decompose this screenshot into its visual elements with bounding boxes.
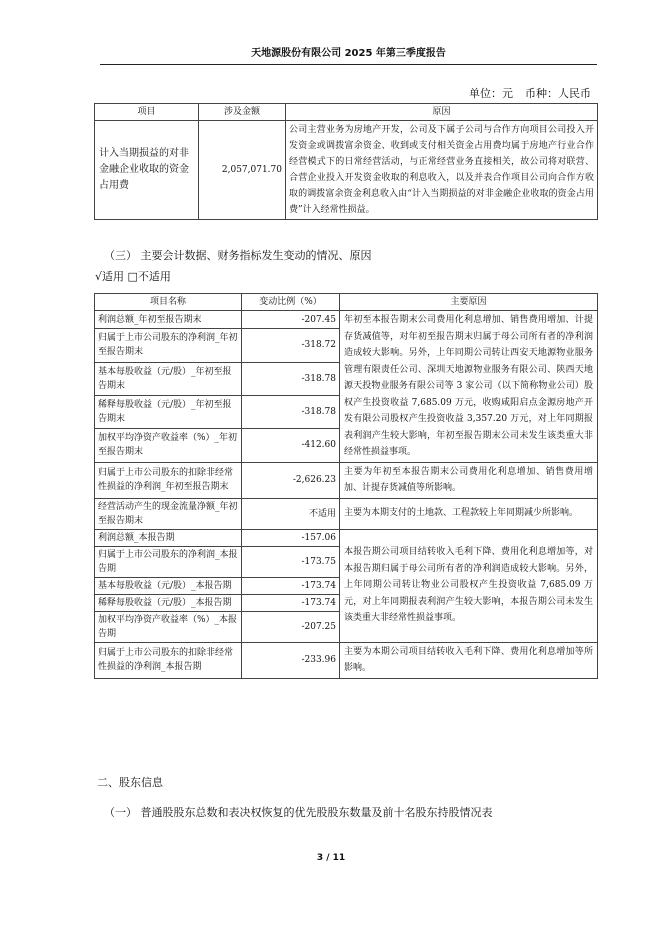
row-name: 加权平均净资产收益率（%）_本报告期	[95, 611, 242, 642]
row-pct: -173.74	[242, 594, 340, 611]
row-cause: 主要为本期支付的土地款、工程款较上年同期减少所影响。	[340, 498, 598, 529]
table-row	[95, 121, 598, 220]
row-name: 经营活动产生的现金流量净额_年初至报告期末	[95, 498, 242, 529]
row-cause: 年初至本报告期末公司费用化利息增加、销售费用增加、计提存货减值等，对年初至报告期末归属于母公司所有者的净利润造成较大影响。另外，上年同期公司转让西安天地源物业服务管理有限责任公司、深圳天地源物业服务有限公司、陕西天地源天投物业服务有限公司等 3 家公司（以下简称物业公司）股权产生投资收益 7,685.09 万元，收购咸阳启点金源房地产开发有限公司股权产生投资收益 3,357.20 万元，对上年同期报表利润产生较大影响，年初至报告期末公司未发生该类重大非经常性损益事项。	[340, 311, 598, 463]
row-name: 利润总额_年初至报告期末	[95, 311, 242, 329]
col-header-item: 项目	[95, 104, 199, 121]
row-name: 稀释每股收益（元/股）_年初至报告期末	[95, 395, 242, 428]
table-header-row	[95, 104, 598, 121]
col-header-amount: 涉及金额	[199, 104, 286, 121]
section-title: 二、股东信息	[97, 776, 163, 789]
col-header-reason: 原因	[286, 104, 598, 121]
non-recurring-items-table	[94, 103, 598, 220]
row-amount: 2,057,071.70	[199, 121, 286, 220]
row-cause: 主要为年初至本报告期末公司费用化利息增加、销售费用增加、计提存货减值等所影响。	[340, 462, 598, 498]
row-pct: -412.60	[242, 429, 340, 462]
row-name: 基本每股收益（元/股）_本报告期	[95, 577, 242, 594]
row-pct: 不适用	[242, 498, 340, 529]
row-name: 稀释每股收益（元/股）_本报告期	[95, 594, 242, 611]
col-header-pct: 变动比例（%）	[242, 294, 340, 311]
row-cause: 本报告期公司项目结转收入毛利下降、费用化利息增加等，对本报告期归属于母公司所有者的净利润造成较大影响。另外，上年同期公司转让物业公司股权产生投资收益 7,685.09 万元，对上年同期报表利润产生较大影响，本报告期公司未发生该类重大非经常性损益事项。	[340, 529, 598, 642]
row-name: 基本每股收益（元/股）_年初至报告期末	[95, 362, 242, 395]
row-pct: -207.45	[242, 311, 340, 329]
row-pct: -173.75	[242, 546, 340, 577]
row-name: 归属于上市公司股东的扣除非经常性损益的净利润_年初至报告期末	[95, 462, 242, 498]
row-name: 归属于上市公司股东的净利润_年初至报告期末	[95, 329, 242, 362]
table-row	[95, 498, 598, 529]
table-row	[95, 462, 598, 498]
applicable-indicator: √适用 □不适用	[95, 270, 171, 283]
page-number: 3 / 11	[316, 853, 346, 863]
row-name: 加权平均净资产收益率（%）_年初至报告期末	[95, 429, 242, 462]
row-name: 利润总额_本报告期	[95, 529, 242, 546]
row-pct: -318.72	[242, 329, 340, 362]
table-row	[95, 529, 598, 546]
unit-label: 单位：元	[469, 87, 513, 100]
row-item: 计入当期损益的对非金融企业收取的资金占用费	[95, 121, 199, 220]
page-header	[100, 47, 597, 65]
currency-label: 币种：人民币	[525, 87, 591, 100]
table-row	[95, 311, 598, 329]
subsection-title: （一） 普通股股东总数和表决权恢复的优先股股东数量及前十名股东持股情况表	[104, 806, 493, 819]
header-title: 天地源股份有限公司 2025 年第三季度报告	[251, 48, 446, 59]
row-name: 归属于上市公司股东的扣除非经常性损益的净利润_本报告期	[95, 642, 242, 678]
row-reason: 公司主营业务为房地产开发，公司及下属子公司与合作方向项目公司投入开发资金或调拨富余资金、收到或支付相关资金占用费均属于房地产行业合作经营模式下的日常经营活动，与正常经营业务直接相关，故公司将对联营、合营企业投入开发资金收取的利息收入，以及并表合作项目公司向合作方收取的调拨富余资金利息收入由“计入当期损益的对非金融企业收取的资金占用费”计入经常性损益。	[286, 121, 598, 220]
changes-table	[94, 293, 598, 679]
unit-line	[400, 85, 591, 101]
section-title: （三） 主要会计数据、财务指标发生变动的情况、原因	[104, 249, 372, 262]
table-header-row	[95, 294, 598, 311]
row-pct: -233.96	[242, 642, 340, 678]
row-pct: -318.78	[242, 362, 340, 395]
row-name: 归属于上市公司股东的净利润_本报告期	[95, 546, 242, 577]
row-pct: -173.74	[242, 577, 340, 594]
row-cause: 主要为本期公司项目结转收入毛利下降、费用化利息增加等所影响。	[340, 642, 598, 678]
table-row	[95, 642, 598, 678]
row-pct: -157.06	[242, 529, 340, 546]
col-header-name: 项目名称	[95, 294, 242, 311]
row-pct: -2,626.23	[242, 462, 340, 498]
row-pct: -207.25	[242, 611, 340, 642]
row-pct: -318.78	[242, 395, 340, 428]
col-header-cause: 主要原因	[340, 294, 598, 311]
